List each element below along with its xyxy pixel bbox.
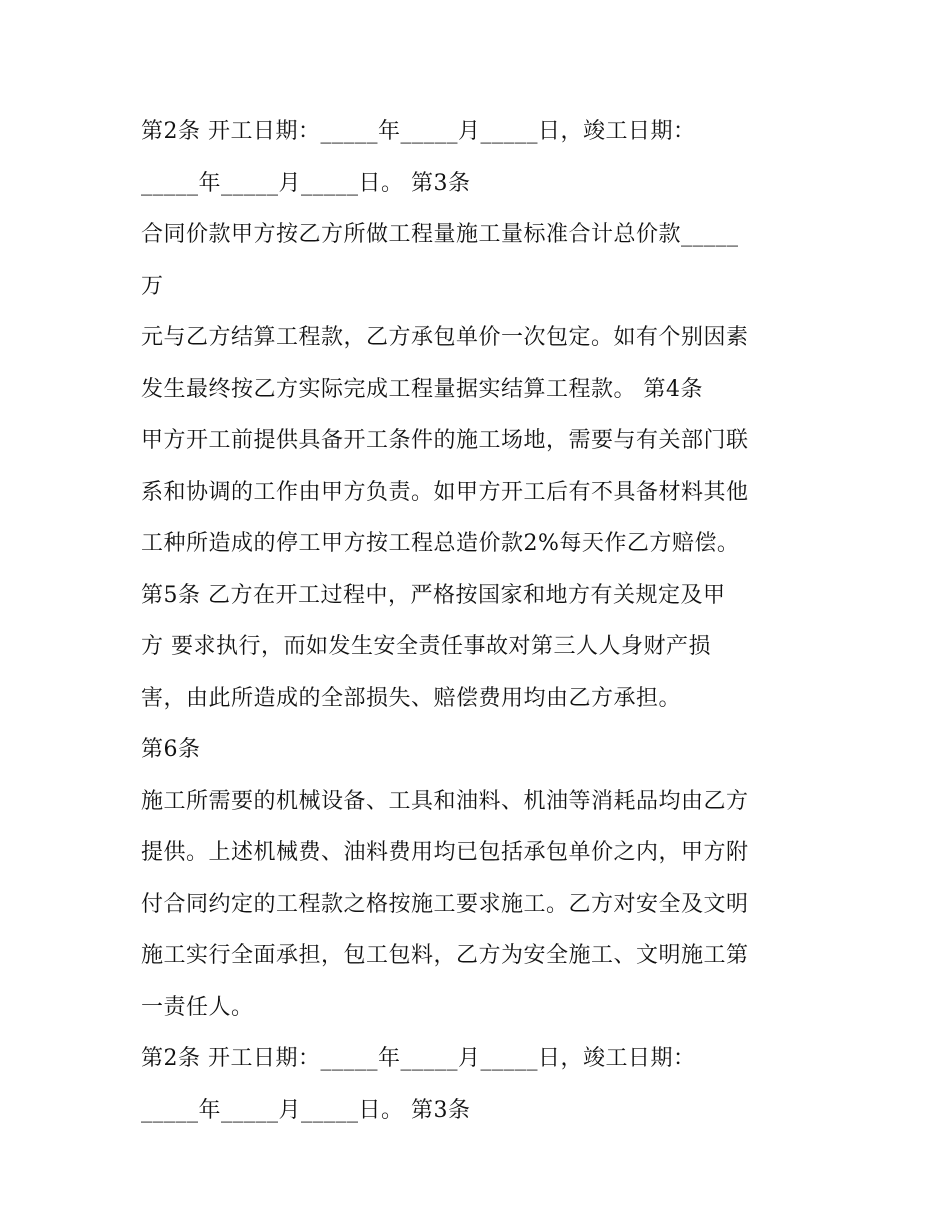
text-line: 工种所造成的停工甲方按工程总造价款2%每天作乙方赔偿。 <box>141 531 740 556</box>
text-line: 提供。上述机械费、油料费用均已包括承包单价之内，甲方附 <box>141 840 749 865</box>
text-line: 付合同约定的工程款之格按施工要求施工。乙方对安全及文明 <box>141 891 749 917</box>
text-line: _____年_____月_____日。 第3条 <box>141 1097 471 1123</box>
text-line: 方 要求执行，而如发生安全责任事故对第三人人身财产损 <box>141 634 711 659</box>
text-line: 第2条 开工日期：_____年_____月_____日，竣工日期： <box>141 119 696 144</box>
text-line: _____年_____月_____日。 第3条 <box>141 170 471 196</box>
document-body <box>141 106 821 1136</box>
text-line: 害，由此所造成的全部损失、赔偿费用均由乙方承担。 <box>141 685 682 711</box>
text-line: 系和协调的工作由甲方负责。如甲方开工后有不具备材料其他 <box>141 479 749 505</box>
text-line: 发生最终按乙方实际完成工程量据实结算工程款。 第4条 <box>141 376 703 402</box>
text-line: 第5条 乙方在开工过程中，严格按国家和地方有关规定及甲 <box>141 582 726 608</box>
text-line: 第6条 <box>141 737 201 762</box>
text-line: 一责任人。 <box>141 994 254 1020</box>
text-line: 合同价款甲方按乙方所做工程量施工量标准合计总价款_____ <box>141 222 739 247</box>
text-line: 第2条 开工日期：_____年_____月_____日，竣工日期： <box>141 1046 696 1071</box>
text-line: 施工所需要的机械设备、工具和油料、机油等消耗品均由乙方 <box>141 788 749 814</box>
text-line: 甲方开工前提供具备开工条件的施工场地，需要与有关部门联 <box>141 428 749 453</box>
text-line: 元与乙方结算工程款，乙方承包单价一次包定。如有个别因素 <box>141 325 749 350</box>
text-line: 万 <box>141 273 164 299</box>
text-line: 施工实行全面承担，包工包料，乙方为安全施工、文明施工第 <box>141 943 749 968</box>
